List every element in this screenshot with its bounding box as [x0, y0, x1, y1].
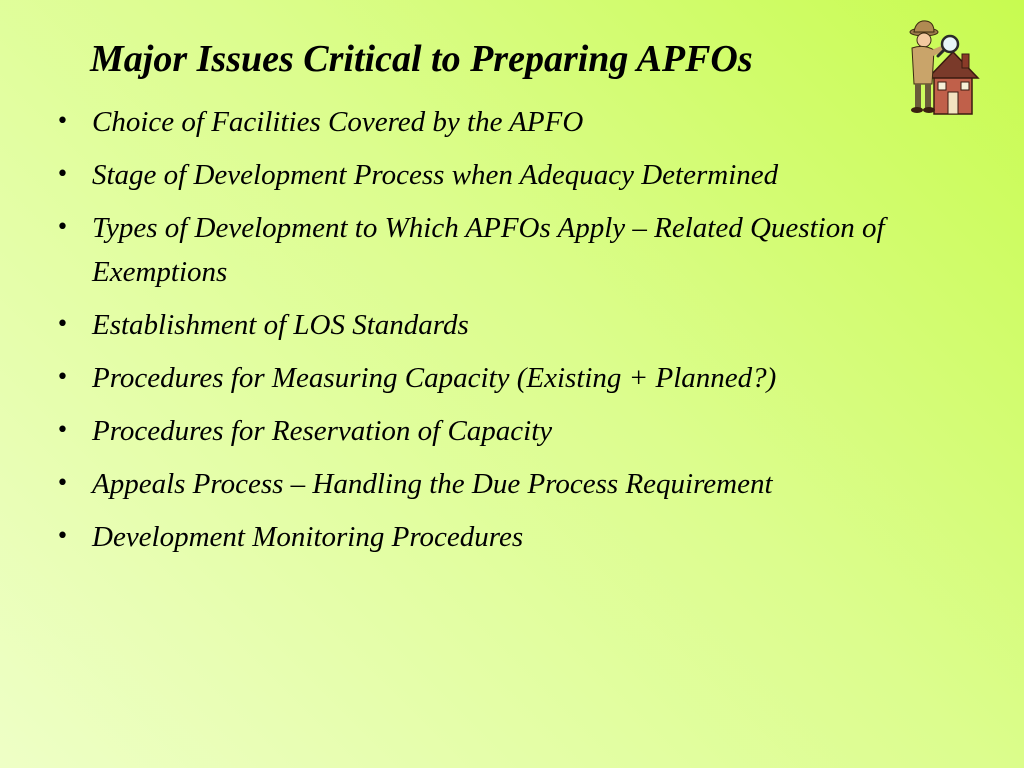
bullet-marker: • — [56, 365, 69, 390]
bullet-text: Establishment of LOS Standards — [92, 309, 469, 341]
bullet-item — [56, 100, 996, 144]
bullet-item — [56, 206, 996, 294]
bullet-marker: • — [56, 418, 69, 443]
bullet-list — [56, 100, 996, 568]
bullet-text: Procedures for Reservation of Capacity — [92, 415, 553, 447]
bullet-marker: • — [56, 162, 69, 187]
bullet-item — [56, 515, 996, 559]
bullet-text: Choice of Facilities Covered by the APFO — [92, 106, 584, 138]
bullet-text: Procedures for Measuring Capacity (Existing + Planned?) — [92, 362, 777, 394]
slide-title: Major Issues Critical to Preparing APFOs — [90, 38, 753, 80]
bullet-item — [56, 356, 996, 400]
bullet-marker: • — [56, 471, 69, 496]
bullet-text: Stage of Development Process when Adequacy Determined — [92, 159, 779, 191]
bullet-item — [56, 153, 996, 197]
bullet-text: Types of Development to Which APFOs Apply – Related Question of Exemptions — [92, 212, 885, 288]
bullet-marker: • — [56, 215, 69, 240]
bullet-item — [56, 303, 996, 347]
bullet-marker: • — [56, 109, 69, 134]
bullet-marker: • — [56, 524, 69, 549]
bullet-marker: • — [56, 312, 69, 337]
bullet-text: Development Monitoring Procedures — [92, 521, 524, 553]
bullet-text: Appeals Process – Handling the Due Process Requirement — [92, 468, 773, 500]
bullet-item — [56, 462, 996, 506]
bullet-item — [56, 409, 996, 453]
